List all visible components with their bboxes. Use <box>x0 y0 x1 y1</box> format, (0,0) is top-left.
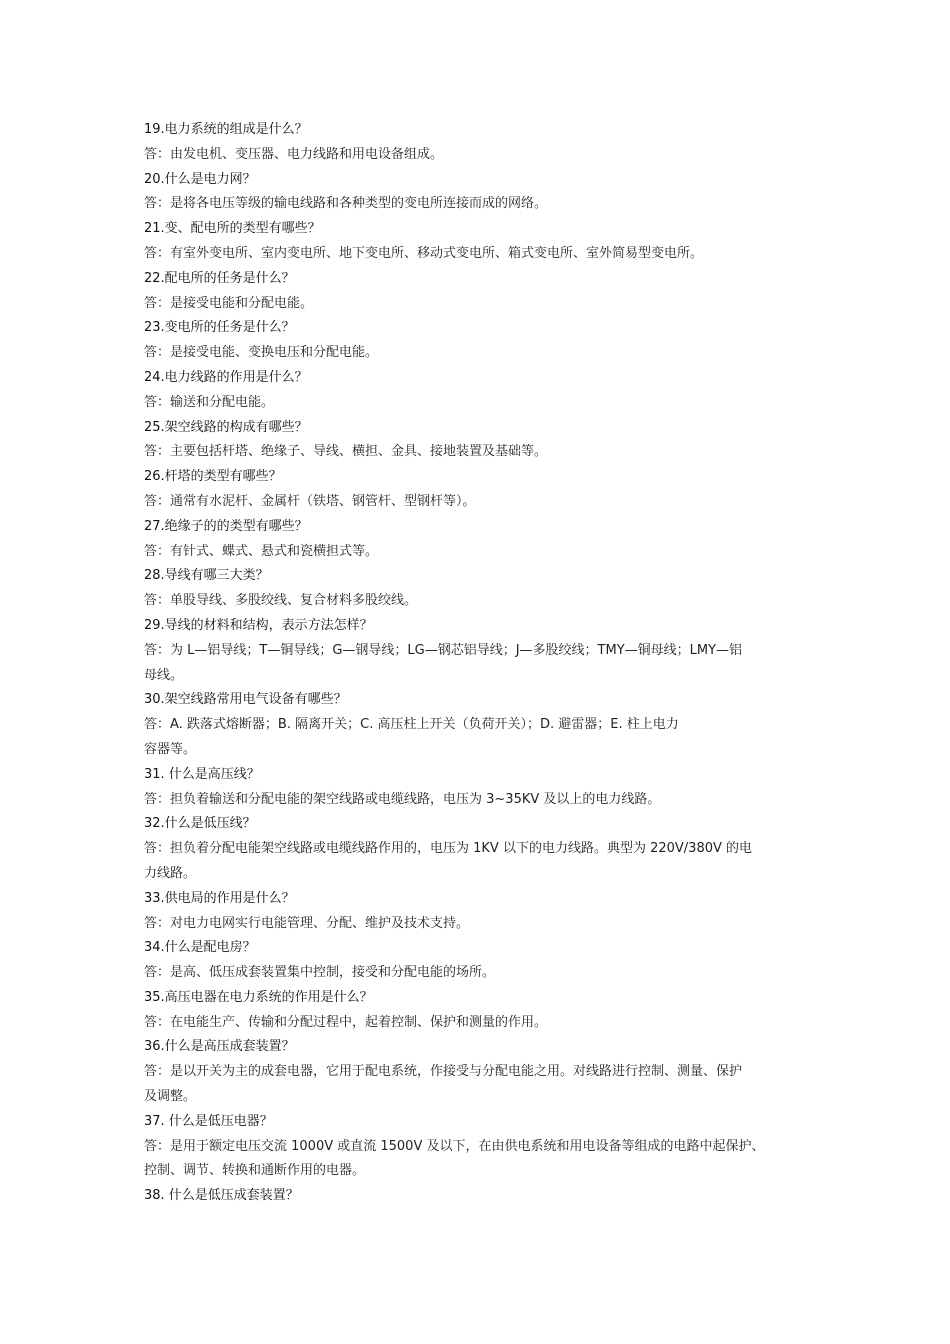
answer-line: 答：A. 跌落式熔断器；B. 隔离开关；C. 高压柱上开关（负荷开关）；D. 避雷器；E. 柱上电力 <box>144 717 679 733</box>
question-line: 34.什么是配电房？ <box>144 940 256 956</box>
question-line: 30.架空线路常用电气设备有哪些？ <box>144 692 347 708</box>
question-line: 28.导线有哪三大类？ <box>144 568 269 584</box>
question-line: 24.电力线路的作用是什么？ <box>144 369 308 385</box>
question-line: 35.高压电器在电力系统的作用是什么？ <box>144 989 373 1005</box>
question-line: 37. 什么是低压电器？ <box>144 1113 273 1129</box>
answer-line: 答：对电力电网实行电能管理、分配、维护及技术支持。 <box>144 915 470 931</box>
answer-line: 答：是用于额定电压交流 1000V 或直流 1500V 及以下，在由供电系统和用电设备等组成的电路中起保护、 <box>144 1138 765 1154</box>
answer-line: 答：担负着输送和分配电能的架空线路或电缆线路，电压为 3~35KV 及以上的电力线路。 <box>144 791 661 807</box>
answer-line: 答：在电能生产、传输和分配过程中，起着控制、保护和测量的作用。 <box>144 1014 548 1030</box>
answer-line-continued: 力线路。 <box>144 865 197 881</box>
answer-line: 答：是将各电压等级的输电线路和各种类型的变电所连接而成的网络。 <box>144 196 548 212</box>
question-line: 38. 什么是低压成套装置？ <box>144 1188 299 1204</box>
answer-line: 答：通常有水泥杆、金属杆（铁塔、钢管杆、型钢杆等）。 <box>144 493 476 509</box>
question-line: 25.架空线路的构成有哪些？ <box>144 419 308 435</box>
answer-line: 答：是接受电能和分配电能。 <box>144 295 314 311</box>
question-line: 26.杆塔的类型有哪些？ <box>144 469 282 485</box>
answer-line: 答：单股导线、多股绞线、复合材料多股绞线。 <box>144 593 418 609</box>
question-line: 31. 什么是高压线？ <box>144 766 260 782</box>
question-line: 29.导线的材料和结构，表示方法怎样？ <box>144 617 373 633</box>
answer-line-continued: 容器等。 <box>144 741 197 757</box>
answer-line-continued: 及调整。 <box>144 1089 197 1105</box>
question-line: 21.变、配电所的类型有哪些？ <box>144 221 321 237</box>
qa-text-block <box>144 118 812 1209</box>
question-line: 36.什么是高压成套装置？ <box>144 1039 295 1055</box>
answer-line-continued: 母线。 <box>144 667 184 683</box>
question-line: 22.配电所的任务是什么？ <box>144 270 295 286</box>
answer-line: 答：有针式、蝶式、悬式和瓷横担式等。 <box>144 543 379 559</box>
answer-line: 答：主要包括杆塔、绝缘子、导线、横担、金具、接地装置及基础等。 <box>144 444 548 460</box>
answer-line-continued: 控制、调节、转换和通断作用的电器。 <box>144 1163 366 1179</box>
question-line: 32.什么是低压线？ <box>144 816 256 832</box>
answer-line: 答：是高、低压成套装置集中控制，接受和分配电能的场所。 <box>144 965 496 981</box>
question-line: 20.什么是电力网？ <box>144 171 256 187</box>
answer-line: 答：输送和分配电能。 <box>144 394 275 410</box>
question-line: 23.变电所的任务是什么？ <box>144 320 295 336</box>
answer-line: 答：担负着分配电能架空线路或电缆线路作用的，电压为 1KV 以下的电力线路。典型为 220V/380V 的电 <box>144 841 753 857</box>
question-line: 27.绝缘子的的类型有哪些？ <box>144 518 308 534</box>
question-line: 33.供电局的作用是什么？ <box>144 890 295 906</box>
answer-line: 答：是以开关为主的成套电器，它用于配电系统，作接受与分配电能之用。对线路进行控制、测量、保护 <box>144 1064 743 1080</box>
answer-line: 答：是接受电能、变换电压和分配电能。 <box>144 345 379 361</box>
answer-line: 答：有室外变电所、室内变电所、地下变电所、移动式变电所、箱式变电所、室外简易型变电所。 <box>144 245 704 261</box>
answer-line: 答：由发电机、变压器、电力线路和用电设备组成。 <box>144 146 444 162</box>
question-line: 19.电力系统的组成是什么？ <box>144 122 308 137</box>
answer-line: 答：为 L—铝导线；T—铜导线；G—钢导线；LG—钢芯铝导线；J—多股绞线；TMY—铜母线；LMY—铝 <box>144 642 743 658</box>
